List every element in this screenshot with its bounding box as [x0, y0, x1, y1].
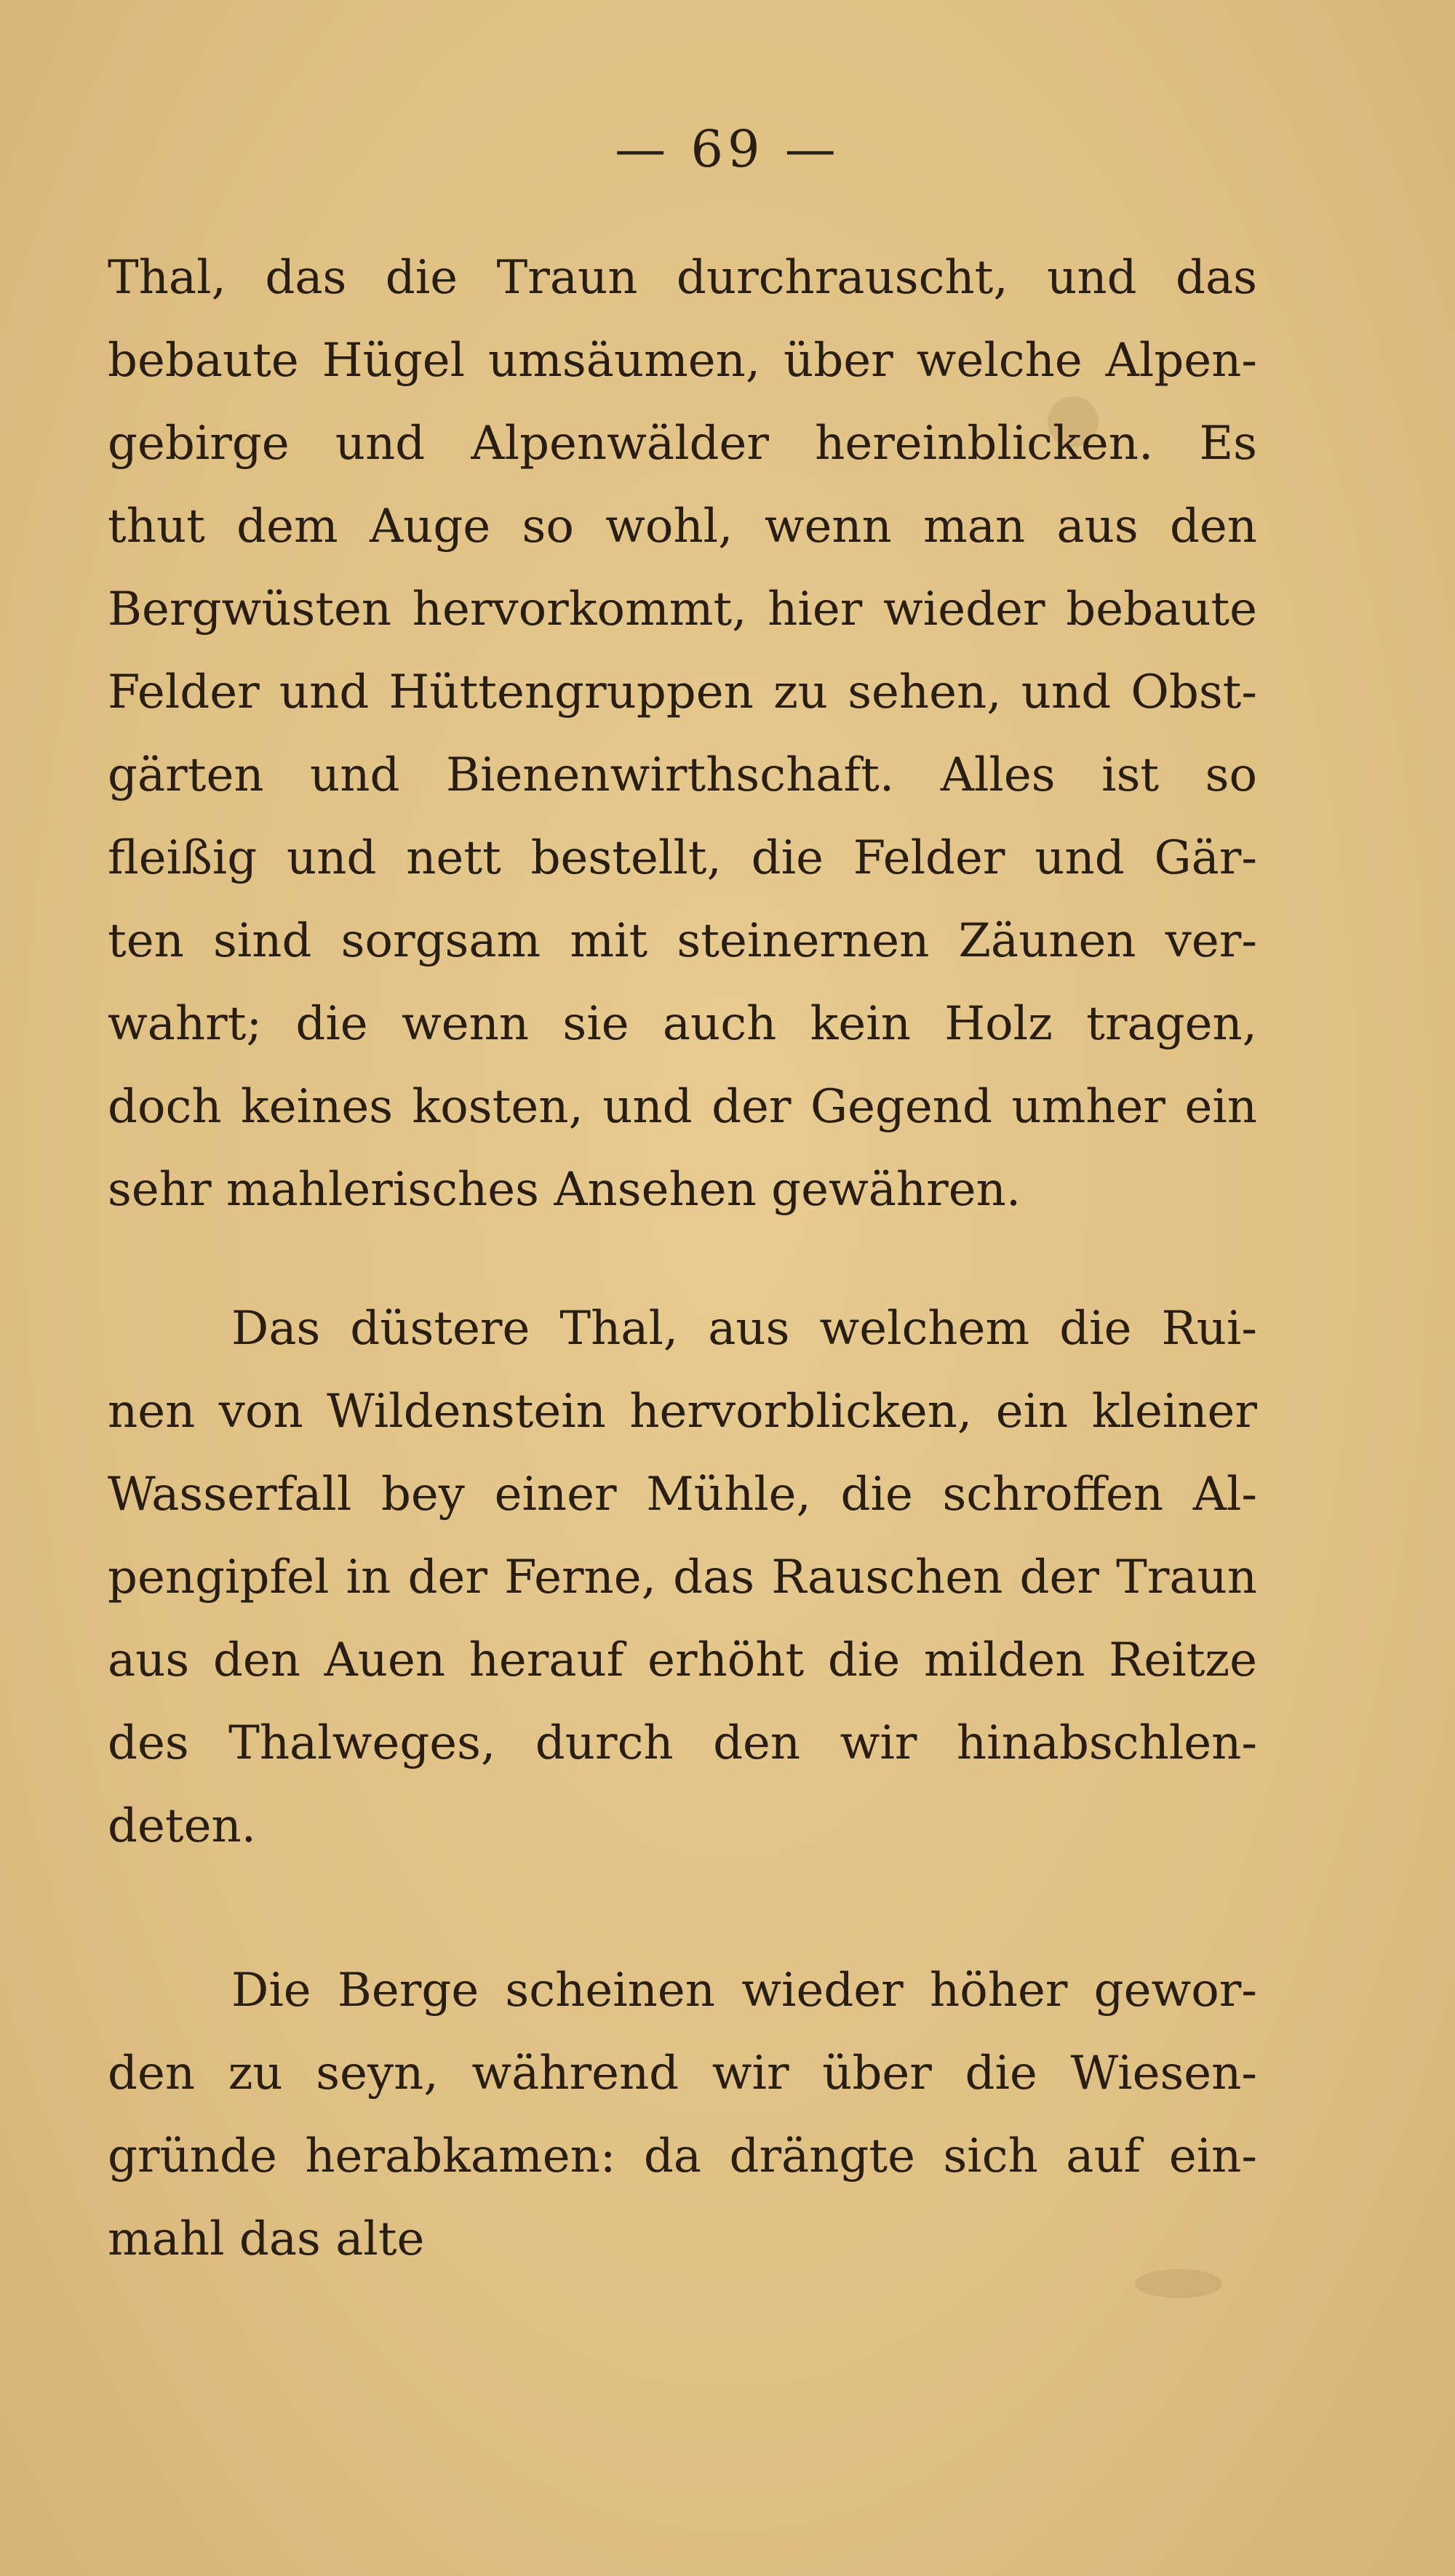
text-line: bebaute Hügel umsäumen, über welche Alpen- [108, 334, 1257, 388]
text-line: aus den Auen herauf erhöht die milden Reitze [108, 1633, 1257, 1687]
text-line: Die Berge scheinen wieder höher gewor- [231, 1964, 1257, 2017]
text-line: sehr mahlerisches Ansehen gewähren. [108, 1163, 1021, 1217]
text-line: Felder und Hüttengruppen zu sehen, und Obst- [108, 665, 1257, 719]
text-line: mahl das alte [108, 2212, 425, 2266]
text-line: deten. [108, 1799, 256, 1853]
text-line: gebirge und Alpenwälder hereinblicken. Es [108, 417, 1257, 471]
text-line: wahrt; die wenn sie auch kein Holz tragen, [108, 997, 1257, 1051]
paragraph-2 [108, 1287, 1257, 1868]
text-line: nen von Wildenstein hervorblicken, ein kleiner [108, 1385, 1257, 1439]
text-line: den zu seyn, während wir über die Wiesen- [108, 2047, 1257, 2100]
text-line: des Thalweges, durch den wir hinabschlen- [108, 1716, 1257, 1770]
text-line: Das düstere Thal, aus welchem die Rui- [231, 1302, 1257, 1356]
text-line: fleißig und nett bestellt, die Felder und Gär- [108, 831, 1257, 885]
paragraph-3 [108, 1949, 1257, 2281]
paragraph-1 [108, 236, 1257, 1231]
text-line: doch keines kosten, und der Gegend umher ein [108, 1080, 1257, 1134]
text-line: Bergwüsten hervorkommt, hier wieder bebaute [108, 583, 1257, 636]
text-line: thut dem Auge so wohl, wenn man aus den [108, 500, 1257, 553]
text-line: gründe herabkamen: da drängte sich auf ein- [108, 2129, 1257, 2183]
text-line: ten sind sorgsam mit steinernen Zäunen ver- [108, 914, 1257, 968]
text-line: Thal, das die Traun durchrauscht, und das [108, 251, 1257, 305]
text-line: gärten und Bienenwirthschaft. Alles ist so [108, 748, 1257, 802]
text-line: pengipfel in der Ferne, das Rauschen der Traun [108, 1551, 1257, 1604]
page-number: — 69 — [615, 119, 840, 179]
text-line: Wasserfall bey einer Mühle, die schroffen Al- [108, 1468, 1257, 1521]
